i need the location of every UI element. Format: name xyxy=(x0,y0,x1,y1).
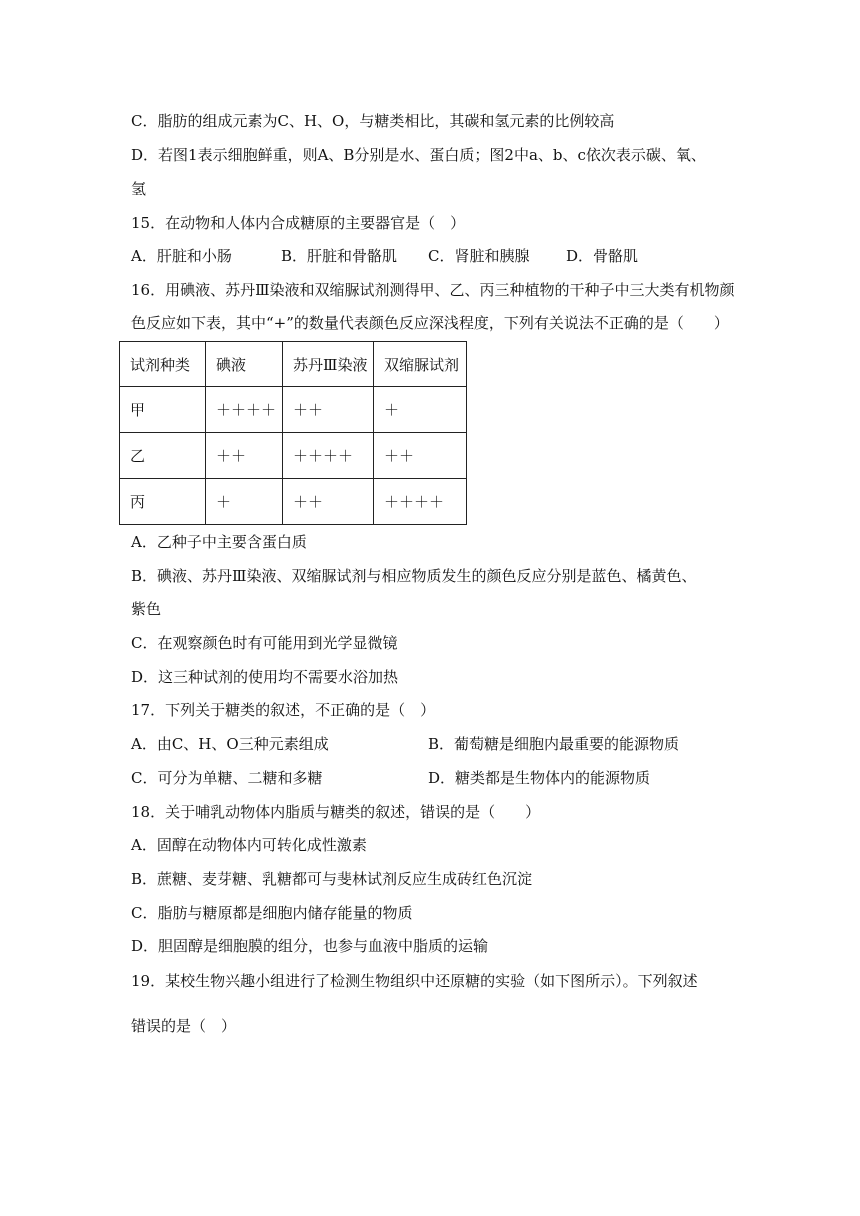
table-cell: 甲 xyxy=(120,387,206,433)
q16-stem-line-2: 色反应如下表，其中“+”的数量代表颜色反应深浅程度，下列有关说法不正确的是（ ） xyxy=(131,314,729,332)
table-row xyxy=(120,433,467,479)
table-header-cell: 试剂种类 xyxy=(120,342,206,387)
table-cell: 乙 xyxy=(120,433,206,479)
q16-option-c: C．在观察颜色时有可能用到光学显微镜 xyxy=(131,634,398,652)
q17-option-d: D．糖类都是生物体内的能源物质 xyxy=(428,769,651,787)
q19-stem-line-1: 19．某校生物兴趣小组进行了检测生物组织中还原糖的实验（如下图所示）。下列叙述 xyxy=(131,972,698,990)
q18-option-b: B．蔗糖、麦芽糖、乳糖都可与斐林试剂反应生成砖红色沉淀 xyxy=(131,870,533,888)
q16-option-d: D．这三种试剂的使用均不需要水浴加热 xyxy=(131,668,399,686)
table-header-cell: 双缩脲试剂 xyxy=(374,342,467,387)
table-header-cell: 碘液 xyxy=(206,342,283,387)
table-header-row xyxy=(120,342,467,387)
table-cell: ＋＋ xyxy=(283,479,374,525)
table-cell: ＋ xyxy=(206,479,283,525)
q17-option-b: B．葡萄糖是细胞内最重要的能源物质 xyxy=(428,735,680,753)
table-cell: ＋＋＋＋ xyxy=(206,387,283,433)
q19-stem-line-2: 错误的是（ ） xyxy=(131,1017,237,1035)
q15-option-b: B．肝脏和骨骼肌 xyxy=(281,247,398,265)
table-row xyxy=(120,479,467,525)
q18-option-d: D．胆固醇是细胞膜的组分，也参与血液中脂质的运输 xyxy=(131,937,489,955)
q18-stem: 18．关于哺乳动物体内脂质与糖类的叙述，错误的是（ ） xyxy=(131,803,541,821)
q18-option-c: C．脂肪与糖原都是细胞内储存能量的物质 xyxy=(131,904,413,922)
q17-stem: 17．下列关于糖类的叙述，不正确的是（ ） xyxy=(131,701,436,719)
q15-option-d: D．骨骼肌 xyxy=(566,247,639,265)
table-cell: 丙 xyxy=(120,479,206,525)
table-cell: ＋ xyxy=(374,387,467,433)
q14-option-c: C．脂肪的组成元素为C、H、O，与糖类相比，其碳和氢元素的比例较高 xyxy=(131,112,615,130)
q14-option-d-continued: 氢 xyxy=(131,180,147,198)
table-cell: ＋＋＋＋ xyxy=(283,433,374,479)
q15-stem: 15．在动物和人体内合成糖原的主要器官是（ ） xyxy=(131,214,466,232)
table-header-cell: 苏丹Ⅲ染液 xyxy=(283,342,374,387)
q17-option-c: C．可分为单糖、二糖和多糖 xyxy=(131,769,323,787)
table-cell: ＋＋ xyxy=(283,387,374,433)
q15-option-c: C．肾脏和胰腺 xyxy=(428,247,530,265)
q16-option-b: B．碘液、苏丹Ⅲ染液、双缩脲试剂与相应物质发生的颜色反应分别是蓝色、橘黄色、 xyxy=(131,567,697,585)
table-row xyxy=(120,387,467,433)
q17-option-a: A．由C、H、O三种元素组成 xyxy=(131,735,329,753)
table-cell: ＋＋ xyxy=(206,433,283,479)
q14-option-d: D．若图1表示细胞鲜重，则A、B分别是水、蛋白质；图2中a、b、c依次表示碳、氧、 xyxy=(131,146,706,164)
q16-option-b-continued: 紫色 xyxy=(131,600,162,618)
table-cell: ＋＋ xyxy=(374,433,467,479)
q16-option-a: A．乙种子中主要含蛋白质 xyxy=(131,533,307,551)
q18-option-a: A．固醇在动物体内可转化成性激素 xyxy=(131,836,367,854)
reagent-table xyxy=(119,341,467,525)
q15-option-a: A．肝脏和小肠 xyxy=(131,247,232,265)
table-cell: ＋＋＋＋ xyxy=(374,479,467,525)
q16-stem-line-1: 16．用碘液、苏丹Ⅲ染液和双缩脲试剂测得甲、乙、丙三种植物的干种子中三大类有机物颜 xyxy=(131,281,735,299)
